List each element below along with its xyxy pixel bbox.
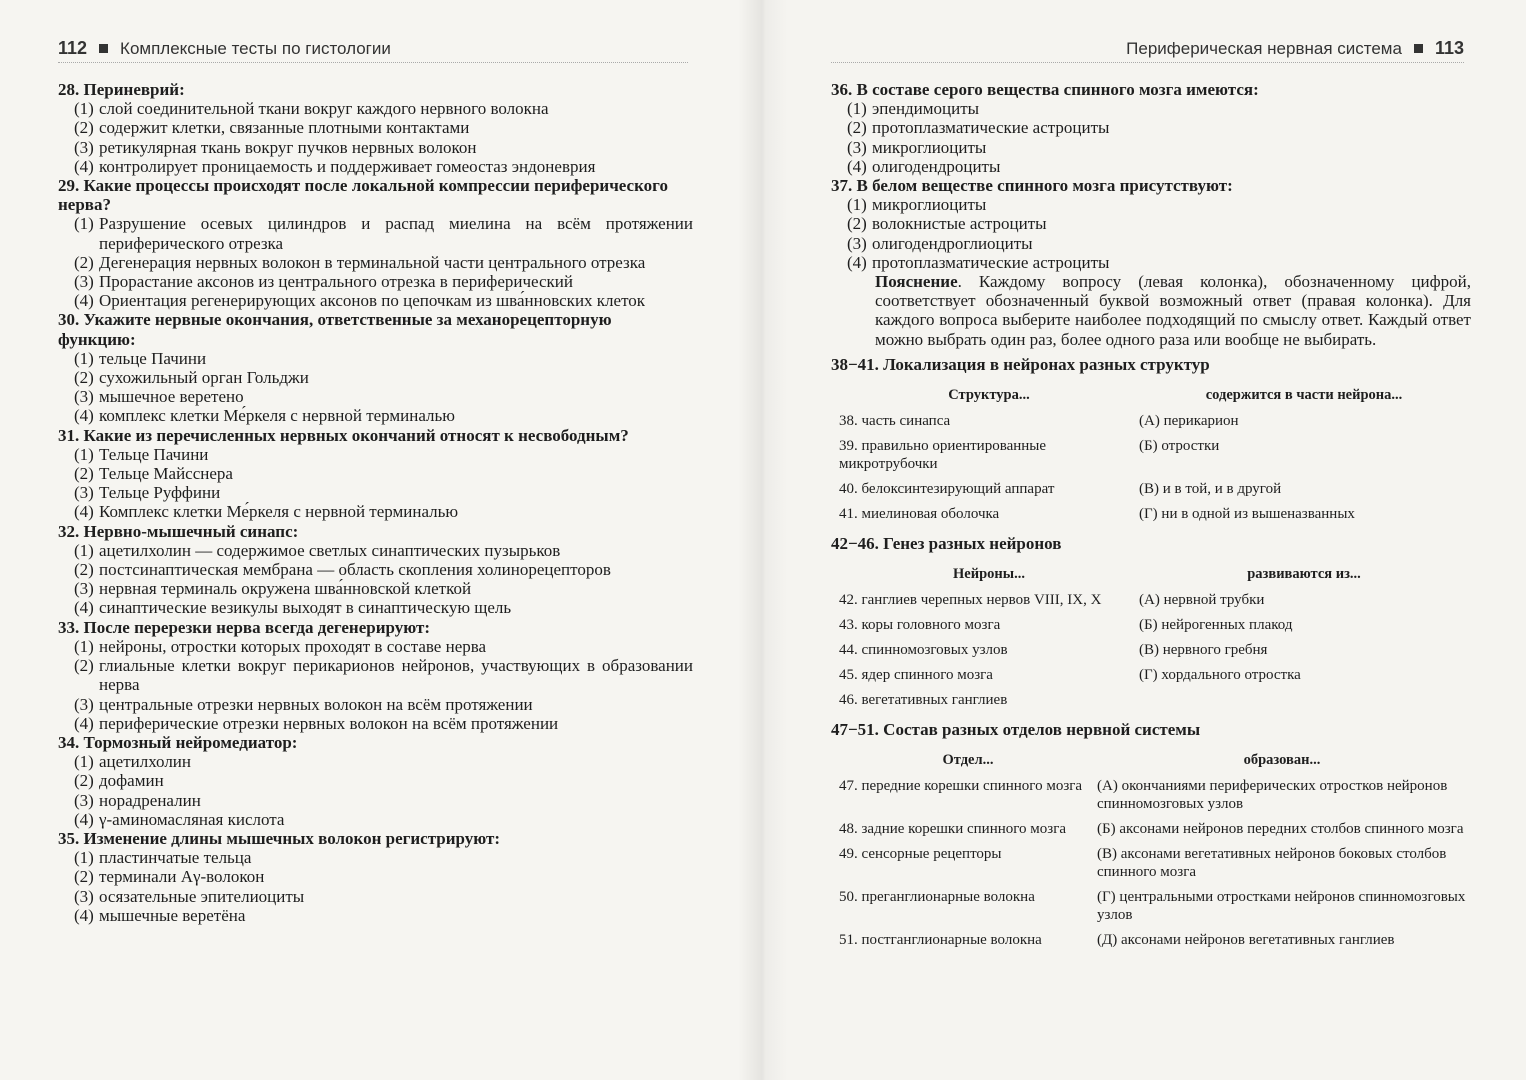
right-page-number: 113	[1434, 38, 1464, 58]
question-text: Какие из перечисленных нервных окончаний относят к несвободным?	[83, 425, 629, 445]
option-number: (2)	[74, 560, 94, 580]
option-text: олигодендроглиоциты	[872, 233, 1033, 253]
option-text: микроглиоциты	[872, 195, 987, 215]
table-row	[839, 886, 1467, 929]
option-text: сухожильный орган Гольджи	[99, 368, 309, 388]
option-number: (4)	[74, 291, 94, 311]
option-number: (2)	[847, 214, 867, 234]
option-text: мышечные веретёна	[99, 905, 246, 925]
question-title	[58, 522, 693, 541]
question-title	[58, 426, 693, 445]
answer-cell: (А) перикарион	[1139, 413, 1239, 430]
matching-sections	[831, 355, 1471, 955]
answer-option	[58, 598, 693, 617]
option-text: волокнистые астроциты	[872, 214, 1047, 234]
option-text: Разрушение осевых цилиндров и распад миелина на всём протяжении периферического отрезка	[99, 214, 693, 253]
option-number: (4)	[74, 502, 94, 522]
answer-option	[58, 887, 693, 906]
option-number: (2)	[74, 252, 94, 272]
option-text: эпендимоциты	[872, 99, 980, 119]
table-row	[839, 775, 1467, 818]
option-text: ацетилхолин	[99, 752, 192, 772]
answer-option	[58, 906, 693, 925]
answer-option	[58, 445, 693, 464]
question-number: 33.	[58, 617, 80, 637]
section-title: 47−51. Состав разных отделов нервной системы	[831, 720, 1201, 740]
table-row	[839, 410, 1469, 435]
option-text: терминали Аγ-волокон	[99, 867, 265, 887]
table-row	[839, 818, 1467, 843]
right-question-list	[831, 80, 1471, 272]
answer-cell	[1139, 689, 1469, 714]
option-number: (1)	[74, 752, 94, 772]
question-number: 30.	[58, 310, 80, 330]
right-questions	[831, 80, 1471, 954]
question-cell: 45. ядер спинного мозга	[839, 667, 993, 684]
answer-option	[58, 272, 693, 291]
table-row	[839, 589, 1469, 614]
matching-table	[839, 739, 1467, 954]
question-cell: 40. белоксинтезирующий аппарат	[839, 481, 1055, 498]
question-text: Нервно-мышечный синапс	[83, 521, 293, 541]
question-title	[58, 310, 693, 348]
option-number: (2)	[74, 368, 94, 388]
question-number: 29.	[58, 176, 80, 196]
answer-option	[58, 253, 693, 272]
answer-option	[58, 791, 693, 810]
answer-option	[58, 387, 693, 406]
option-number: (3)	[74, 137, 94, 157]
question-cell: 41. миелиновая оболочка	[839, 506, 1000, 523]
answer-option	[58, 157, 693, 176]
answer-option	[58, 99, 693, 118]
question-item	[831, 80, 1471, 176]
answer-cell: (В) и в той, и в другой	[1139, 481, 1282, 498]
answer-cell: (Г) центральными отростками нейронов спинномозговых узлов	[1097, 889, 1466, 924]
option-number: (2)	[847, 118, 867, 138]
note-label: Пояснение	[875, 272, 958, 292]
answer-option	[831, 214, 1471, 233]
question-tail: :	[1227, 176, 1233, 196]
question-number: 35.	[58, 828, 80, 848]
option-text: Ориентация регенерирующих аксонов по цепочкам из шва́нновских клеток	[99, 291, 646, 311]
right-running-head	[1126, 38, 1464, 59]
option-number: (2)	[74, 867, 94, 887]
option-number: (2)	[74, 656, 94, 676]
answer-cell: (А) нервной трубки	[1139, 592, 1265, 609]
answer-option	[58, 349, 693, 368]
left-column-header: Структура...	[948, 387, 1030, 404]
option-number: (4)	[74, 406, 94, 426]
question-item	[58, 829, 693, 925]
question-cell: 49. сенсорные рецепторы	[839, 846, 1002, 863]
question-title	[58, 80, 693, 99]
question-title	[58, 829, 693, 848]
option-text: Тельце Руффини	[99, 483, 221, 503]
option-text: периферические отрезки нервных волокон на всём протяжении	[99, 713, 559, 733]
answer-option	[58, 464, 693, 483]
table-row	[839, 478, 1469, 503]
answer-option	[831, 234, 1471, 253]
option-number: (2)	[74, 771, 94, 791]
option-number: (4)	[847, 156, 867, 176]
question-text: Какие процессы происходят после локальной компрессии периферического нерва?	[58, 176, 668, 215]
left-page-number: 112	[58, 38, 88, 58]
question-tail: :	[130, 329, 136, 349]
answer-option	[58, 502, 693, 521]
question-item	[58, 522, 693, 618]
option-text: осязательные эпителиоциты	[99, 886, 305, 906]
answer-option	[58, 368, 693, 387]
option-text: нейроны, отростки которых проходят в составе нерва	[99, 636, 487, 656]
option-text: олигодендроциты	[872, 156, 1001, 176]
option-text: тельце Пачини	[99, 348, 207, 368]
square-bullet-icon	[99, 44, 108, 53]
option-number: (3)	[847, 233, 867, 253]
answer-option	[58, 579, 693, 598]
option-text: постсинаптическая мембрана — область скопления холинорецепторов	[99, 560, 611, 580]
answer-option	[58, 656, 693, 694]
question-tail: :	[179, 80, 185, 99]
option-text: ретикулярная ткань вокруг пучков нервных волокон	[99, 137, 477, 157]
question-title	[58, 618, 693, 637]
question-cell: 47. передние корешки спинного мозга	[839, 778, 1083, 795]
question-text: Тормозный нейромедиатор	[83, 732, 292, 752]
table-row	[839, 929, 1467, 954]
answer-option	[831, 253, 1471, 272]
question-number: 31.	[58, 425, 80, 445]
answer-option	[58, 560, 693, 579]
question-title	[831, 176, 1471, 195]
question-cell: 51. постганглионарные волокна	[839, 932, 1042, 949]
question-tail: :	[424, 617, 431, 637]
question-item	[58, 80, 693, 176]
question-item	[58, 310, 693, 425]
matching-table	[839, 374, 1469, 528]
question-number: 28.	[58, 80, 80, 99]
answer-option	[58, 848, 693, 867]
answer-cell: (А) окончаниями периферических отростков нейронов спинномозговых узлов	[1097, 778, 1448, 813]
option-text: синаптические везикулы выходят в синаптическую щель	[99, 598, 512, 618]
left-column-header: Отдел...	[942, 752, 994, 769]
question-tail: :	[494, 828, 501, 848]
question-item	[58, 618, 693, 733]
table-row	[839, 503, 1469, 528]
option-number: (4)	[74, 905, 94, 925]
option-text: протоплазматические астроциты	[872, 118, 1110, 138]
answer-option	[58, 138, 693, 157]
question-item	[831, 176, 1471, 272]
table-row	[839, 843, 1467, 886]
answer-option	[58, 695, 693, 714]
option-text: комплекс клетки Ме́ркеля с нервной терминалью	[99, 406, 455, 426]
question-number: 34.	[58, 732, 80, 752]
table-row	[839, 689, 1469, 714]
option-number: (3)	[74, 886, 94, 906]
matching-table	[839, 553, 1469, 714]
section-title: 42−46. Генез разных нейронов	[831, 534, 1062, 554]
option-text: контролирует проницаемость и поддерживает гомеостаз эндоневрия	[99, 156, 596, 176]
option-text: норадреналин	[99, 790, 201, 810]
question-title	[58, 176, 693, 214]
option-text: слой соединительной ткани вокруг каждого нервного волокна	[99, 99, 549, 119]
left-questions	[58, 80, 693, 925]
table-header-row	[839, 553, 1469, 589]
answer-option	[58, 867, 693, 886]
option-text: протоплазматические астроциты	[872, 252, 1110, 272]
option-number: (3)	[847, 137, 867, 157]
right-column-header: образован...	[1243, 752, 1321, 769]
option-text: содержит клетки, связанные плотными контактами	[99, 118, 470, 138]
answer-cell: (Б) нейрогенных плакод	[1139, 617, 1293, 634]
option-number: (3)	[74, 387, 94, 407]
right-column-header: содержится в части нейрона...	[1205, 387, 1403, 404]
option-text: Тельце Пачини	[99, 444, 209, 464]
answer-option	[58, 771, 693, 790]
option-number: (4)	[847, 252, 867, 272]
right-column-header: развиваются из...	[1247, 566, 1361, 583]
question-text: После перерезки нерва всегда дегенерируют	[83, 617, 425, 637]
answer-cell: (Д) аксонами нейронов вегетативных ганглиев	[1097, 932, 1395, 949]
answer-option	[831, 99, 1471, 118]
answer-cell: (В) аксонами вегетативных нейронов боковых столбов спинного мозга	[1097, 846, 1447, 881]
option-text: мышечное веретено	[99, 387, 244, 407]
answer-cell: (Б) аксонами нейронов передних столбов спинного мозга	[1097, 821, 1464, 838]
option-text: γ-аминомасляная кислота	[99, 809, 285, 829]
question-item	[58, 176, 693, 310]
question-number: 37.	[831, 176, 853, 196]
question-tail: :	[292, 521, 299, 541]
option-text: пластинчатые тельца	[99, 848, 252, 868]
answer-option	[831, 138, 1471, 157]
answer-option	[58, 637, 693, 656]
option-number: (1)	[847, 99, 867, 119]
left-running-title: Комплексные тесты по гистологии	[120, 38, 391, 58]
option-number: (1)	[74, 636, 94, 656]
question-text: В составе серого вещества спинного мозга имеются	[856, 80, 1254, 99]
option-number: (4)	[74, 713, 94, 733]
option-number: (1)	[74, 540, 94, 560]
question-cell: 50. преганглионарные волокна	[839, 889, 1035, 906]
question-title	[58, 733, 693, 752]
option-number: (4)	[74, 156, 94, 176]
answer-option	[58, 483, 693, 502]
table-header-row	[839, 374, 1469, 410]
option-text: нервная терминаль окружена шва́нновской клеткой	[99, 579, 472, 599]
left-header-rule	[58, 62, 688, 63]
answer-option	[831, 195, 1471, 214]
answer-option	[58, 752, 693, 771]
question-cell: 46. вегетативных ганглиев	[839, 692, 1008, 709]
question-item	[58, 733, 693, 829]
question-title	[831, 80, 1471, 99]
question-tail: :	[1253, 80, 1259, 99]
option-text: Дегенерация нервных волокон в терминальной части центрального отрезка	[99, 252, 646, 272]
question-text: В белом веществе спинного мозга присутствуют	[856, 176, 1228, 196]
question-cell: 38. часть синапса	[839, 413, 951, 430]
option-text: дофамин	[99, 771, 164, 791]
answer-cell: (Б) отростки	[1139, 438, 1220, 455]
option-text: глиальные клетки вокруг перикарионов нейронов, участвующих в образовании нерва	[99, 656, 693, 695]
question-cell: 48. задние корешки спинного мозга	[839, 821, 1066, 838]
option-text: микроглиоциты	[872, 137, 987, 157]
option-number: (2)	[74, 464, 94, 484]
question-tail: :	[291, 732, 298, 752]
option-number: (3)	[74, 694, 94, 714]
answer-option	[58, 810, 693, 829]
answer-cell: (Г) хордального отростка	[1139, 667, 1301, 684]
option-number: (3)	[74, 272, 94, 292]
question-cell: 44. спинномозговых узлов	[839, 642, 1008, 659]
option-number: (3)	[74, 483, 94, 503]
note-text: . Каждому вопросу (левая колонка), обозначенному цифрой, соответствует обозначенный буквой возможный ответ (правая колонка). Для каждого вопроса выберите наиболее подходящий по смыслу ответ. Каждый ответ можно выбрать один раз, более одного раза или вообще не выбирать.	[875, 272, 1471, 349]
square-bullet-icon	[1414, 44, 1423, 53]
option-number: (1)	[74, 348, 94, 368]
option-number: (3)	[74, 579, 94, 599]
left-column-header: Нейроны...	[953, 566, 1025, 583]
right-header-rule	[831, 62, 1464, 63]
table-row	[839, 614, 1469, 639]
question-cell: 42. ганглиев черепных нервов VIII, IX, X	[839, 592, 1102, 609]
question-text: Периневрий	[83, 80, 180, 99]
table-header-row	[839, 739, 1467, 775]
option-text: центральные отрезки нервных волокон на всём протяжении	[99, 694, 533, 714]
option-number: (1)	[74, 848, 94, 868]
answer-option	[58, 714, 693, 733]
question-number: 36.	[831, 80, 853, 99]
answer-option	[58, 118, 693, 137]
option-number: (2)	[74, 118, 94, 138]
answer-option	[831, 157, 1471, 176]
option-text: Комплекс клетки Ме́ркеля с нервной терминалью	[99, 502, 459, 522]
question-item	[58, 426, 693, 522]
option-text: Тельце Майсснера	[99, 464, 233, 484]
explanation-note	[831, 272, 1471, 349]
right-running-title: Периферическая нервная система	[1126, 38, 1402, 58]
question-text: Укажите нервные окончания, ответственные за механорецепторную функцию	[58, 310, 612, 349]
answer-cell: (В) нервного гребня	[1139, 642, 1268, 659]
question-text: Изменение длины мышечных волокон регистрируют	[83, 828, 495, 848]
table-row	[839, 639, 1469, 664]
answer-option	[58, 214, 693, 252]
option-number: (4)	[74, 809, 94, 829]
answer-option	[58, 291, 693, 310]
option-number: (1)	[74, 214, 94, 234]
left-running-head	[58, 38, 391, 59]
question-cell: 39. правильно ориентированные микротрубочки	[839, 438, 1047, 473]
option-text: Прорастание аксонов из центрального отрезка в периферический	[99, 272, 573, 292]
answer-cell: (Г) ни в одной из вышеназванных	[1139, 506, 1355, 523]
answer-option	[58, 541, 693, 560]
answer-option	[831, 118, 1471, 137]
option-number: (3)	[74, 790, 94, 810]
question-number: 32.	[58, 521, 80, 541]
option-number: (1)	[847, 195, 867, 215]
section-title: 38−41. Локализация в нейронах разных структур	[831, 354, 1210, 374]
option-number: (4)	[74, 598, 94, 618]
table-row	[839, 664, 1469, 689]
table-row	[839, 435, 1469, 478]
right-page	[763, 0, 1526, 1080]
question-cell: 43. коры головного мозга	[839, 617, 1001, 634]
answer-option	[58, 406, 693, 425]
option-text: ацетилхолин — содержимое светлых синаптических пузырьков	[99, 540, 561, 560]
option-number: (1)	[74, 99, 94, 119]
option-number: (1)	[74, 444, 94, 464]
